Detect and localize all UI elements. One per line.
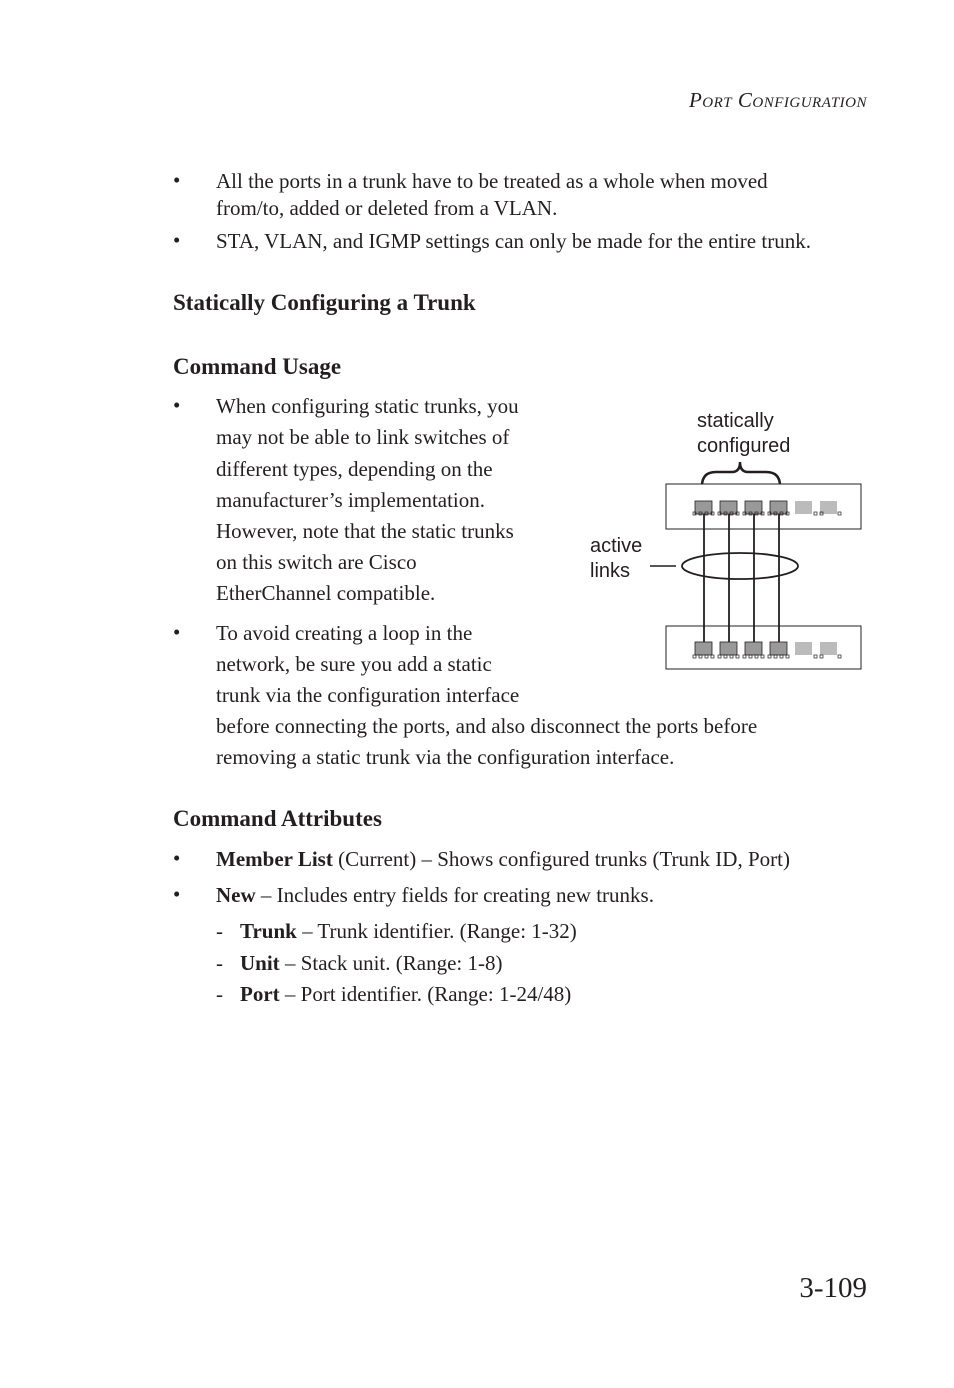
bottom-switch <box>666 626 861 669</box>
sub-desc: – Trunk identifier. (Range: 1-32) <box>296 919 577 943</box>
usage-bullet-1-line: manufacturer’s implementation. <box>216 488 486 512</box>
dash-marker: - <box>216 982 223 1006</box>
intro-bullet-1-line-1: All the ports in a trunk have to be treated as a whole when moved <box>216 169 768 193</box>
sub-term: Trunk <box>240 919 297 943</box>
section-title: Statically Configuring a Trunk <box>173 290 476 315</box>
dash-marker: - <box>216 951 223 975</box>
trunk-ellipse <box>682 553 798 579</box>
intro-bullet-1-line-2: from/to, added or deleted from a VLAN. <box>216 196 558 220</box>
command-usage-heading: Command Usage <box>173 354 342 379</box>
bullet-marker: • <box>173 882 181 906</box>
usage-bullet-2-line: removing a static trunk via the configuration interface. <box>216 745 675 769</box>
sub-item-trunk <box>240 916 577 947</box>
usage-bullet-1-line: on this switch are Cisco <box>216 550 417 574</box>
usage-bullet-2-line: trunk via the configuration interface <box>216 683 520 707</box>
bullet-marker: • <box>173 846 181 870</box>
sub-desc: – Port identifier. (Range: 1-24/48) <box>279 982 572 1006</box>
diagram-label-statically: statically <box>697 410 774 432</box>
usage-bullet-1-line: However, note that the static trunks <box>216 519 514 543</box>
usage-bullet-1-line: When configuring static trunks, you <box>216 394 519 418</box>
usage-bullet-1-line: different types, depending on the <box>216 457 493 481</box>
diagram-label-configured: configured <box>697 435 791 457</box>
dash-marker: - <box>216 919 223 943</box>
command-attributes-heading: Command Attributes <box>173 806 382 831</box>
diagram-label-links: links <box>590 560 631 582</box>
attr-desc: – Includes entry fields for creating new trunks. <box>255 883 654 907</box>
attr-desc: (Current) – Shows configured trunks (Trunk ID, Port) <box>332 847 790 871</box>
sub-item-port <box>240 979 571 1010</box>
bullet-marker: • <box>173 168 181 192</box>
sub-term: Port <box>240 982 280 1006</box>
sub-desc: – Stack unit. (Range: 1-8) <box>279 951 503 975</box>
intro-bullet-2: STA, VLAN, and IGMP settings can only be made for the entire trunk. <box>216 229 811 253</box>
attr-term: Member List <box>216 847 333 871</box>
brace-shape <box>702 462 780 486</box>
attr-term: New <box>216 883 256 907</box>
diagram-label-active: active <box>590 535 643 557</box>
usage-bullet-1-line: EtherChannel compatible. <box>216 581 436 605</box>
bullet-marker: • <box>173 620 181 644</box>
top-switch <box>666 484 861 529</box>
page-number: 3-109 <box>799 1272 867 1304</box>
usage-bullet-2-line: network, be sure you add a static <box>216 652 492 676</box>
sub-item-unit <box>240 948 502 979</box>
attr-member-list <box>216 844 790 875</box>
static-trunk-diagram <box>580 400 870 680</box>
attr-new <box>216 880 654 911</box>
bullet-marker: • <box>173 228 181 252</box>
usage-bullet-2-line: To avoid creating a loop in the <box>216 621 473 645</box>
usage-bullet-2-line: before connecting the ports, and also disconnect the ports before <box>216 714 758 738</box>
sub-term: Unit <box>240 951 280 975</box>
usage-bullet-1-line: may not be able to link switches of <box>216 425 510 449</box>
bullet-marker: • <box>173 393 181 417</box>
running-header: PORT CONFIGURATION <box>688 88 867 112</box>
